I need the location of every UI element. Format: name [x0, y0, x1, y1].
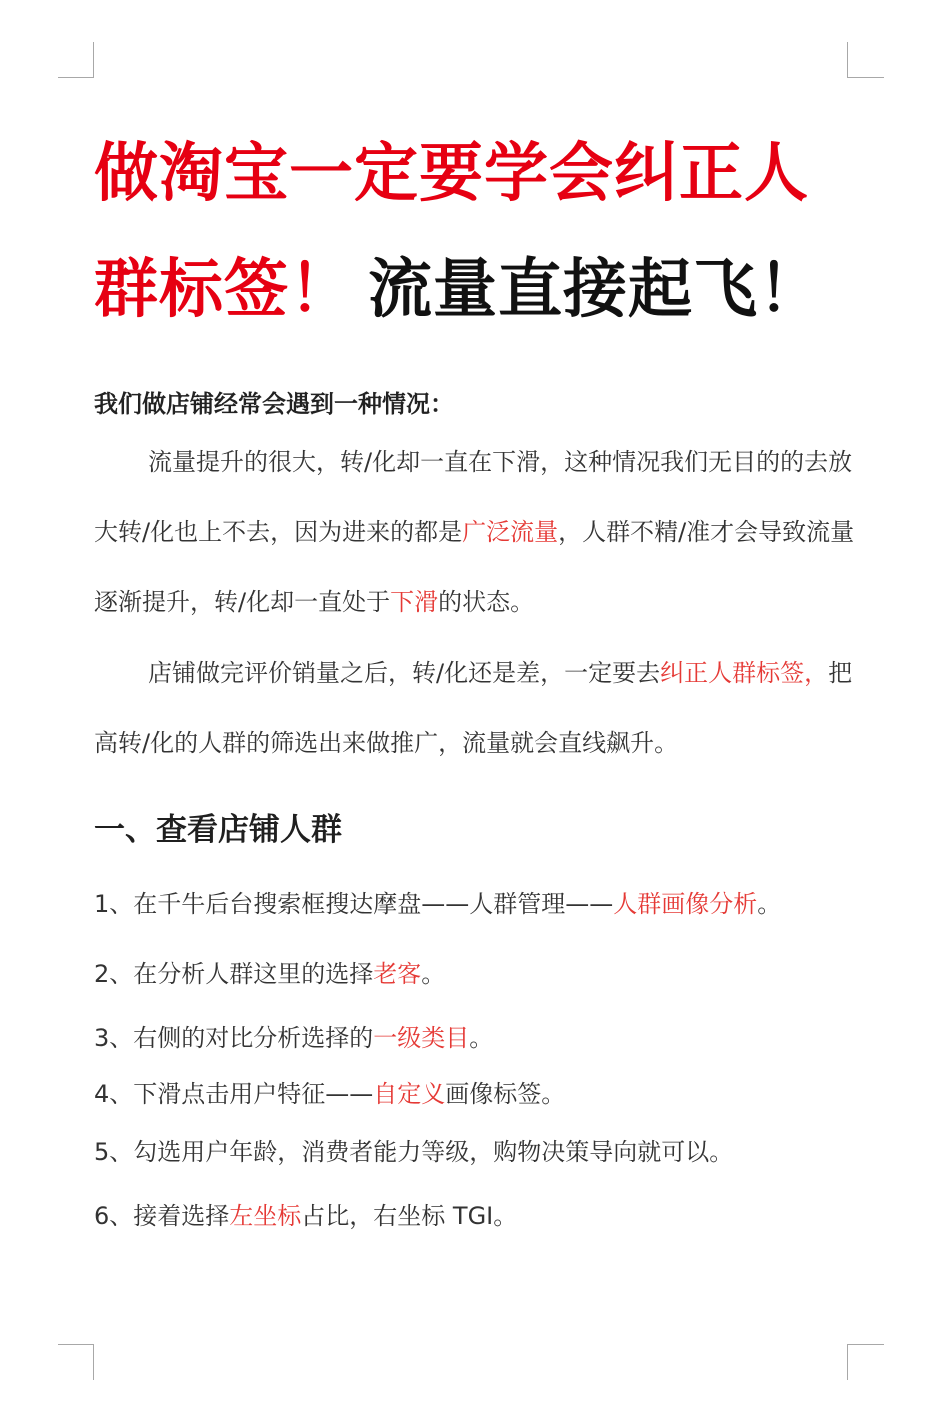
paragraph-2-part-1: 店铺做完评价销量之后，转/化还是差，一定要去: [148, 659, 661, 687]
crop-mark-bottom-right-v: [847, 1344, 848, 1380]
paragraph-1-highlight-2: 下滑: [390, 588, 439, 616]
paragraph-1: [94, 427, 864, 637]
step-highlight: 老客: [373, 960, 422, 988]
crop-mark-bottom-right-h: [847, 1344, 884, 1345]
step-suffix: 。: [469, 1024, 494, 1052]
step-3: [94, 1018, 493, 1053]
title-black-text: 流量直接起飞！: [368, 253, 823, 327]
crop-mark-top-right-v: [847, 42, 848, 78]
step-5: [94, 1132, 733, 1167]
paragraph-1-highlight-1: 广泛流量: [462, 518, 559, 546]
step-prefix: 2、在分析人群这里的选择: [94, 960, 374, 988]
step-suffix: 。: [421, 960, 446, 988]
title-red-text: 群标签！: [94, 253, 354, 327]
step-prefix: 6、接着选择: [94, 1202, 230, 1230]
crop-mark-bottom-left-v: [93, 1344, 94, 1380]
paragraph-1-part-2: ，人群不精/准才会导致流量逐渐提升，转/化却一直处于: [94, 518, 855, 616]
step-suffix: 。: [757, 890, 782, 918]
step-1: [94, 884, 781, 919]
crop-mark-top-right-h: [847, 77, 884, 78]
step-highlight: 左坐标: [229, 1202, 302, 1230]
crop-mark-top-left-h: [58, 77, 94, 78]
crop-mark-bottom-left-h: [58, 1344, 94, 1345]
intro-heading: 我们做店铺经常会遇到一种情况：: [94, 390, 454, 418]
step-highlight: 人群画像分析: [613, 890, 758, 918]
step-highlight: 自定义: [373, 1080, 446, 1108]
title-line-1: [94, 137, 884, 211]
step-suffix: 画像标签。: [445, 1080, 566, 1108]
step-prefix: 4、下滑点击用户特征——: [94, 1080, 374, 1108]
paragraph-1-part-1: 流量提升的很大，转/化却一直在下滑，这种情况我们无目的的去放大转/化也上不去，因为进来的都是: [94, 448, 853, 546]
step-2: [94, 954, 445, 989]
title-line-1-text: 做淘宝一定要学会纠正人: [94, 137, 809, 211]
step-4: [94, 1074, 565, 1109]
paragraph-1-part-3: 的状态。: [438, 588, 535, 616]
step-6: [94, 1196, 517, 1231]
section-title: 一、查看店铺人群: [94, 812, 342, 848]
crop-mark-top-left-v: [93, 42, 94, 78]
paragraph-2-part-2: 把高转/化的人群的筛选出来做推广，流量就会直线飙升。: [94, 659, 853, 757]
step-suffix: 占比，右坐标 TGI。: [301, 1202, 518, 1230]
step-highlight: 一级类目: [373, 1024, 470, 1052]
step-prefix: 3、右侧的对比分析选择的: [94, 1024, 374, 1052]
step-prefix: 1、在千牛后台搜索框搜达摩盘——人群管理——: [94, 890, 614, 918]
paragraph-2: [94, 638, 864, 778]
step-prefix: 5、勾选用户年龄，消费者能力等级，购物决策导向就可以。: [94, 1138, 734, 1166]
paragraph-2-highlight-1: 纠正人群标签，: [660, 659, 829, 687]
title-line-2: [94, 253, 884, 327]
